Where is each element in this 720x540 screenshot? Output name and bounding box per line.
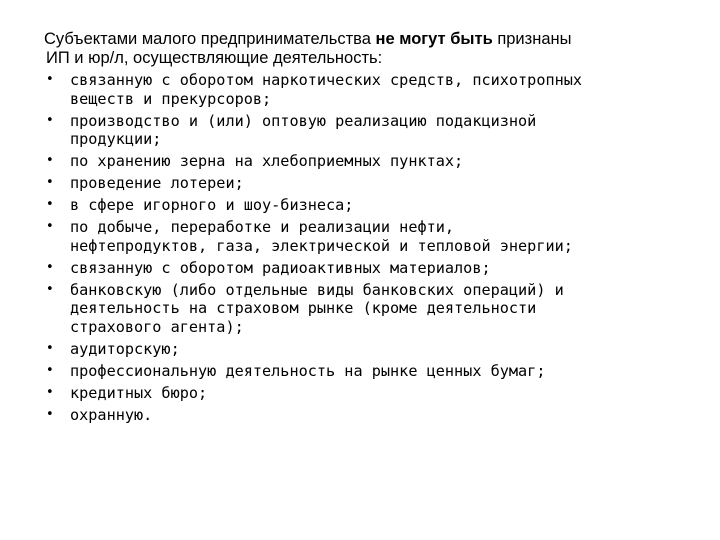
bullet-icon: •	[46, 153, 54, 168]
list-item-text: банковскую (либо отдельные виды банковских операций) и деятельность на страховом рынке (кроме деятельности страхового агента);	[70, 280, 564, 336]
list-item	[44, 281, 694, 337]
bullet-icon: •	[46, 384, 54, 400]
bullet-icon: •	[46, 219, 54, 234]
list-item	[44, 384, 694, 403]
list-item	[44, 362, 694, 381]
list-item-text: кредитных бюро;	[70, 383, 208, 402]
list-item	[44, 174, 694, 193]
list-item	[44, 152, 694, 171]
list-item	[44, 71, 694, 108]
list-item	[44, 406, 694, 425]
list-item	[44, 112, 694, 149]
bullet-icon: •	[46, 175, 54, 190]
bullet-icon: •	[46, 362, 54, 378]
intro-line-1	[44, 30, 684, 49]
list-item	[44, 259, 694, 278]
intro-line-1-end: признаны	[492, 30, 572, 48]
list-item-text: связанную с оборотом радиоактивных материалов;	[70, 258, 491, 277]
bullet-icon: •	[46, 406, 54, 422]
intro-line-1-start: Субъектами малого предпринимательства	[44, 30, 376, 48]
list-item-text: аудиторскую;	[70, 339, 180, 358]
bullet-icon: •	[46, 340, 54, 356]
list-item-text: связанную с оборотом наркотических средств, психотропных веществ и прекурсоров;	[70, 71, 583, 108]
list-item-text: охранную.	[70, 405, 153, 424]
intro-emphasis: не могут быть	[375, 30, 493, 48]
bullet-icon: •	[46, 281, 54, 297]
list-item	[44, 340, 694, 359]
bullet-icon: •	[46, 112, 54, 128]
bullet-icon: •	[46, 72, 54, 87]
activity-list	[44, 71, 694, 428]
list-item-text: в сфере игорного и шоу-бизнеса;	[70, 196, 354, 214]
list-item	[44, 218, 694, 255]
list-item-text: по хранению зерна на хлебоприемных пунктах;	[70, 152, 464, 170]
list-item-text: профессиональную деятельность на рынке ценных бумаг;	[70, 361, 546, 380]
list-item-text: производство и (или) оптовую реализацию подакцизной продукции;	[70, 111, 537, 148]
bullet-icon: •	[46, 197, 54, 212]
intro-text	[44, 30, 684, 68]
list-item	[44, 196, 694, 215]
list-item-text: по добыче, переработке и реализации нефти, нефтепродуктов, газа, электрической и тепловой энергии;	[70, 218, 573, 255]
list-item-text: проведение лотереи;	[70, 174, 244, 192]
intro-line-2: ИП и юр/л, осуществляющие деятельность:	[46, 49, 383, 67]
bullet-icon: •	[46, 259, 54, 275]
